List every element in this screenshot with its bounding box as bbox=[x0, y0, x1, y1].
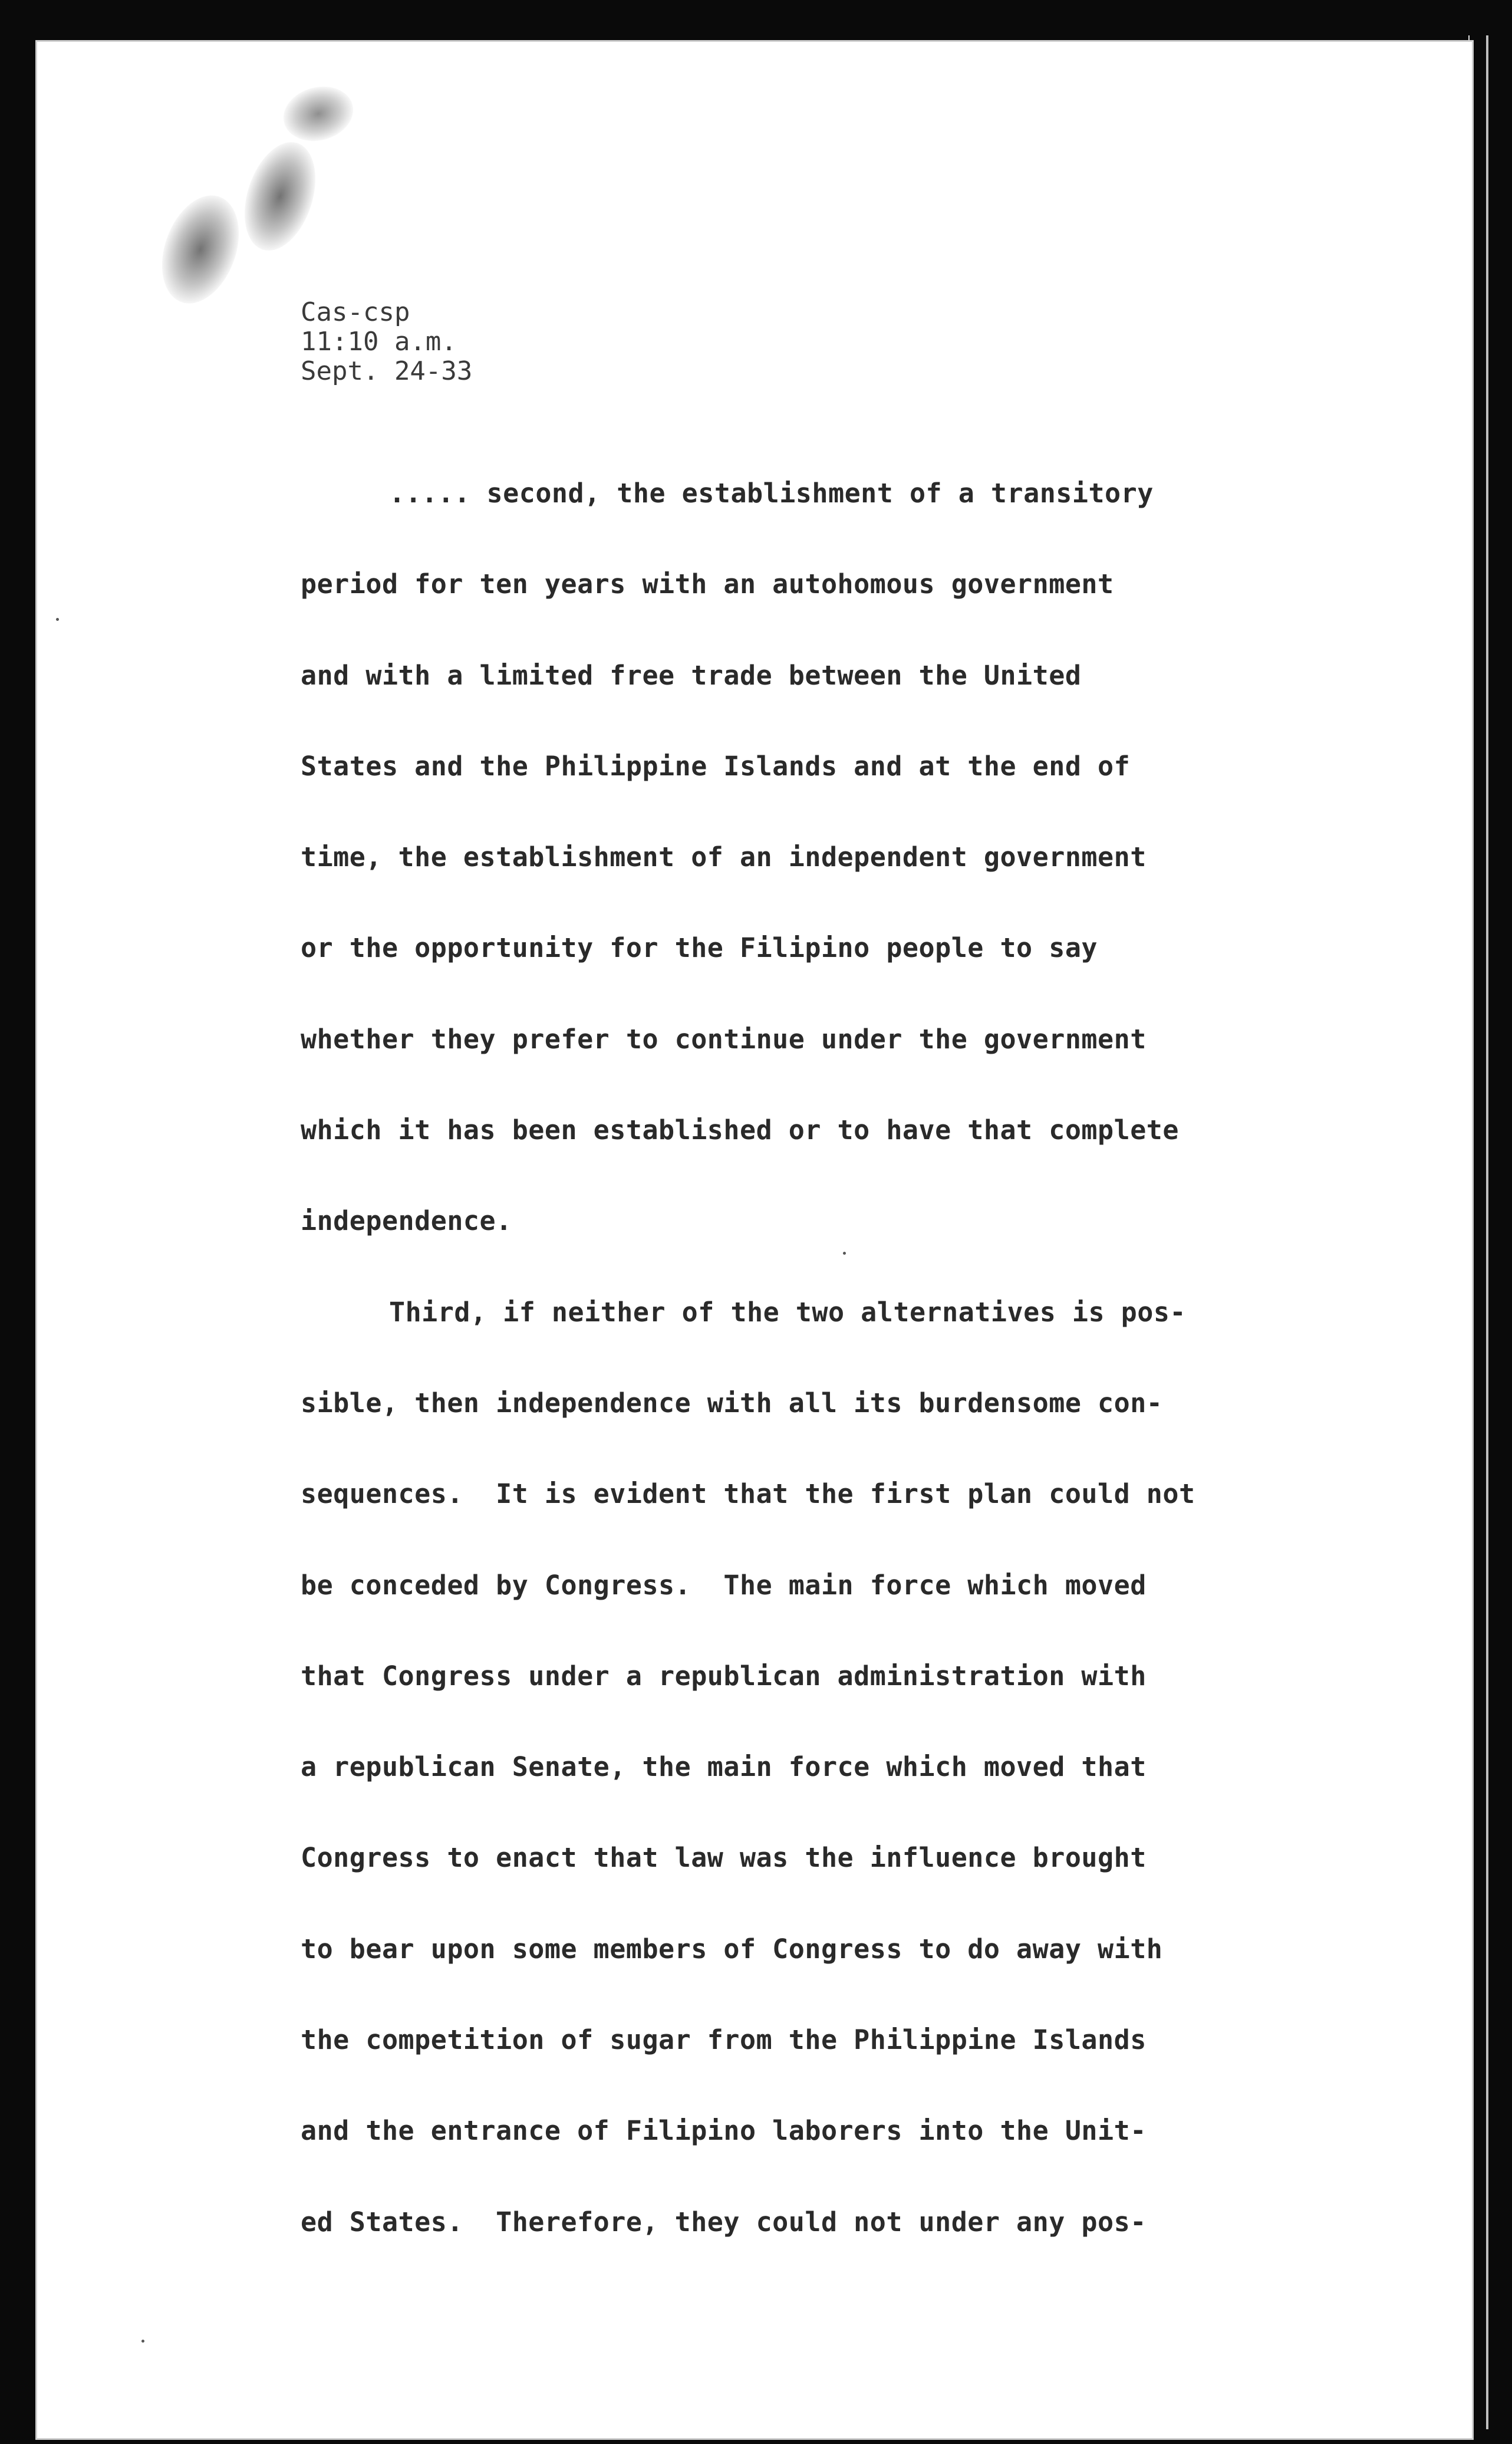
ink-smudge bbox=[277, 79, 359, 149]
document-header bbox=[301, 298, 472, 386]
header-date: Sept. 24-33 bbox=[301, 356, 473, 386]
paper-speck bbox=[141, 2340, 144, 2343]
body-line: or the opportunity for the Filipino people to say bbox=[301, 932, 1098, 964]
body-line: which it has been established or to have that complete bbox=[301, 1114, 1179, 1146]
body-line: the competition of sugar from the Philippine Islands bbox=[301, 2024, 1147, 2056]
paper-speck bbox=[56, 618, 59, 621]
header-time: 11:10 a.m. bbox=[301, 327, 457, 357]
body-line: be conceded by Congress. The main force which moved bbox=[301, 1569, 1147, 1601]
body-line: period for ten years with an autohomous government bbox=[301, 568, 1114, 600]
body-line: ..... second, the establishment of a transitory bbox=[389, 478, 1154, 509]
ink-smudge bbox=[148, 185, 253, 314]
header-initials: Cas-csp bbox=[301, 297, 410, 327]
body-line: and with a limited free trade between the United bbox=[301, 659, 1082, 691]
body-line: States and the Philippine Islands and at the end of bbox=[301, 750, 1131, 782]
body-line: sequences. It is evident that the first plan could not bbox=[301, 1478, 1195, 1510]
body-line: Third, if neither of the two alternatives is pos- bbox=[389, 1296, 1187, 1328]
body-line: that Congress under a republican administration with bbox=[301, 1660, 1147, 1692]
body-line: and the entrance of Filipino laborers into the Unit- bbox=[301, 2115, 1147, 2147]
document-body bbox=[301, 448, 1315, 2268]
body-line: to bear upon some members of Congress to do away with bbox=[301, 1933, 1163, 1965]
ink-smudge bbox=[232, 133, 328, 260]
body-line: Congress to enact that law was the influence brought bbox=[301, 1842, 1147, 1874]
body-line: ed States. Therefore, they could not under any pos- bbox=[301, 2206, 1147, 2238]
body-line: sible, then independence with all its burdensome con- bbox=[301, 1387, 1163, 1419]
body-line: a republican Senate, the main force which moved that bbox=[301, 1751, 1147, 1783]
body-line: independence. bbox=[301, 1205, 512, 1237]
body-line: whether they prefer to continue under the government bbox=[301, 1023, 1147, 1055]
body-line: time, the establishment of an independent government bbox=[301, 841, 1147, 873]
